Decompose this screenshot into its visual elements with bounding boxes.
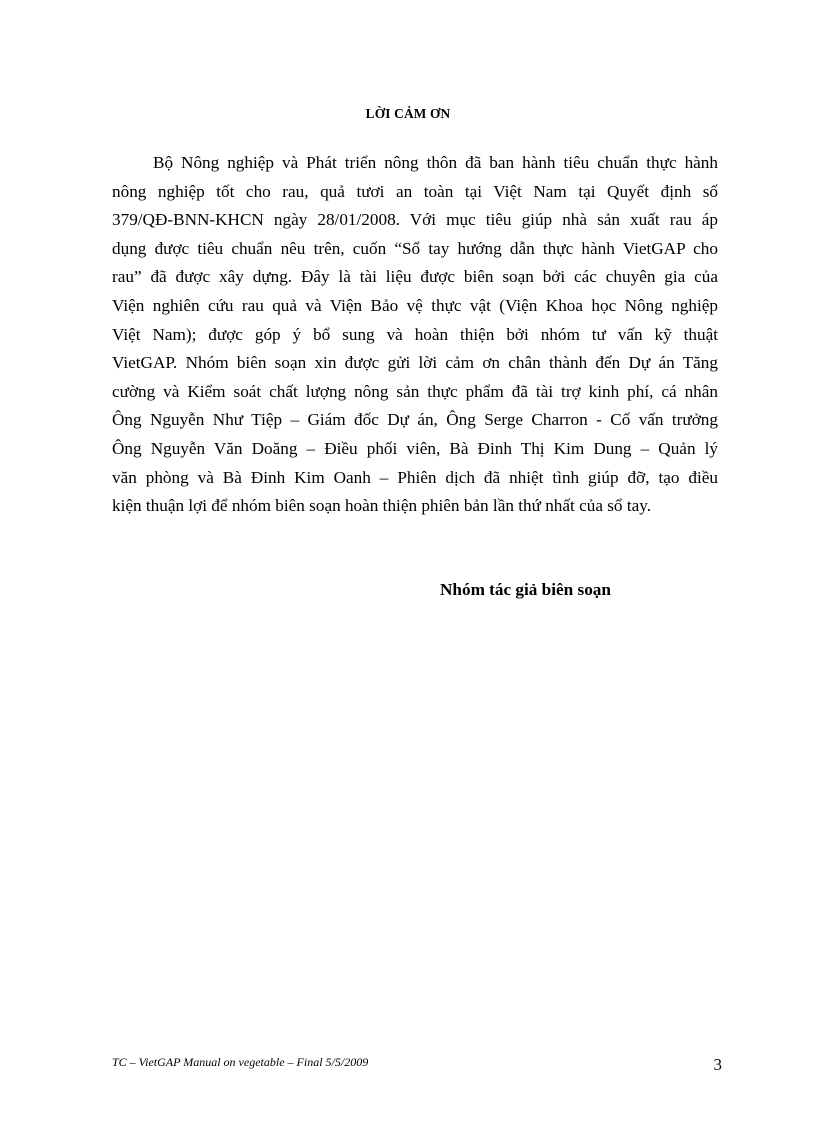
page-title: LỜI CẢM ƠN xyxy=(365,106,451,121)
paragraph-line: Bộ Nông nghiệp và Phát triển nông thôn đã ban hành tiêu chuẩn thực hành xyxy=(153,153,718,172)
footer-note: TC – VietGAP Manual on vegetable – Final 5/5/2009 xyxy=(112,1055,369,1069)
paragraph-line: dụng được tiêu chuẩn nêu trên, cuốn “Sổ tay hướng dẫn thực hành VietGAP cho xyxy=(112,238,718,258)
paragraph-line: kiện thuận lợi để nhóm biên soạn hoàn thiện phiên bản lần thứ nhất của sổ tay. xyxy=(112,496,651,516)
paragraph-line: Viện nghiên cứu rau quả và Viện Bảo vệ thực vật (Viện Khoa học Nông nghiệp xyxy=(112,295,718,315)
paragraph-line: Việt Nam); được góp ý bổ sung và hoàn thiện bởi nhóm tư vấn kỹ thuật xyxy=(112,324,718,344)
acknowledgement-paragraph xyxy=(112,149,718,521)
page-number: 3 xyxy=(713,1055,722,1074)
paragraph-line: văn phòng và Bà Đinh Kim Oanh – Phiên dịch đã nhiệt tình giúp đỡ, tạo điều xyxy=(112,467,718,487)
paragraph-line: nông nghiệp tốt cho rau, quả tươi an toàn tại Việt Nam tại Quyết định số xyxy=(112,181,718,201)
paragraph-line: Ông Nguyễn Như Tiệp – Giám đốc Dự án, Ông Serge Charron - Cố vấn trưởng xyxy=(112,410,718,430)
paragraph-line: 379/QĐ-BNN-KHCN ngày 28/01/2008. Với mục tiêu giúp nhà sản xuất rau áp xyxy=(112,210,718,230)
paragraph-line: cường và Kiểm soát chất lượng nông sản thực phẩm đã tài trợ kinh phí, cá nhân xyxy=(112,381,718,401)
paragraph-line: rau” đã được xây dựng. Đây là tài liệu được biên soạn bởi các chuyên gia của xyxy=(112,267,718,287)
paragraph-line: VietGAP. Nhóm biên soạn xin được gửi lời cảm ơn chân thành đến Dự án Tăng xyxy=(112,353,718,373)
author-signature: Nhóm tác giả biên soạn xyxy=(440,580,611,599)
paragraph-line: Ông Nguyễn Văn Doăng – Điều phối viên, Bà Đinh Thị Kim Dung – Quản lý xyxy=(112,438,718,458)
